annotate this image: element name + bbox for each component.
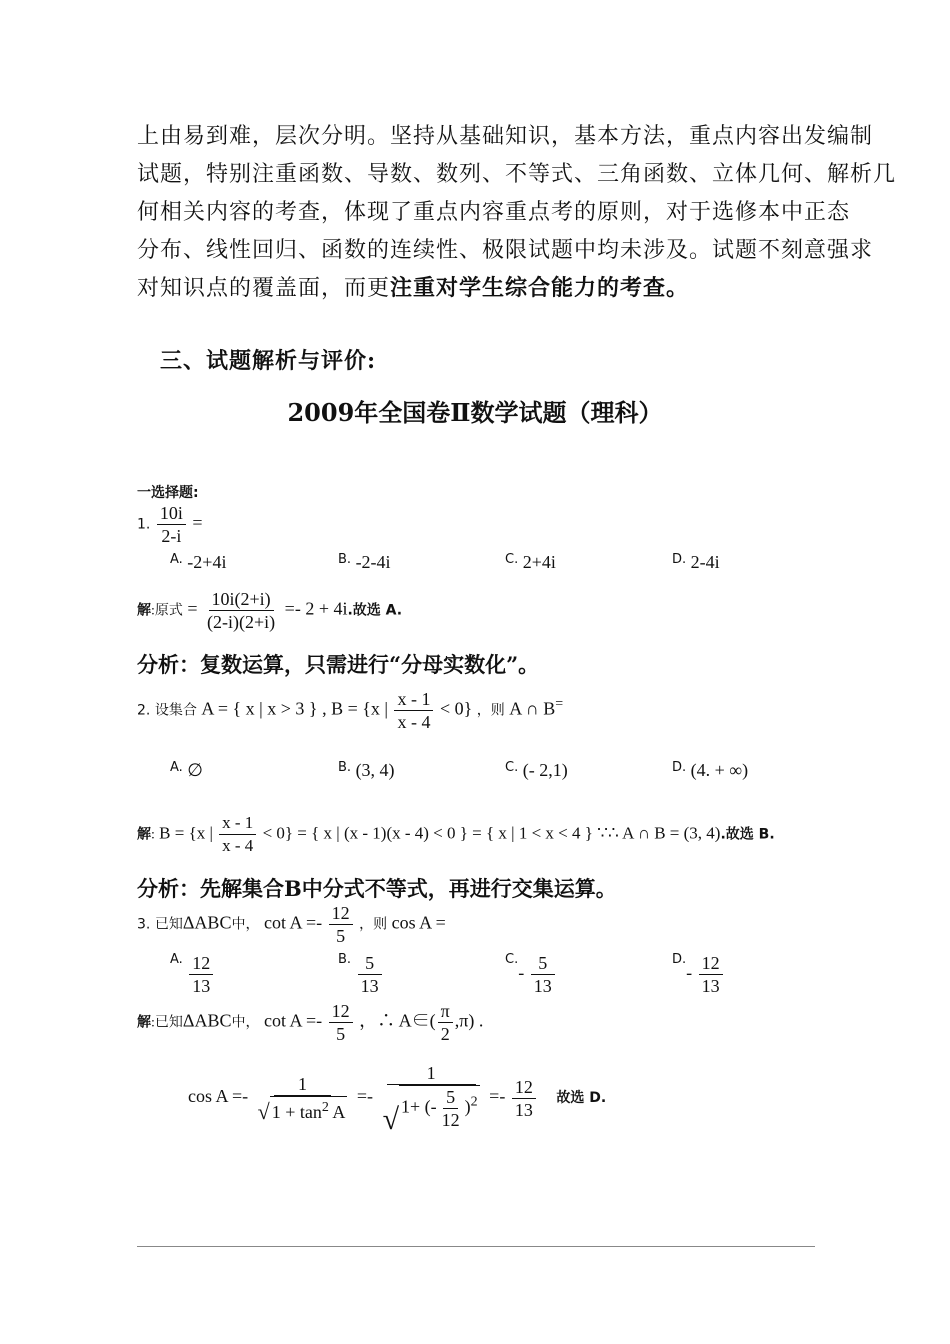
intro-line: 试题，特别注重函数、导数、数列、不等式、三角函数、立体几何、解析几 <box>137 162 897 187</box>
q3-option-c: $^{C.}$- $\frac{5}{13}$ <box>505 952 557 997</box>
intro-line: 何相关内容的考查，体现了重点内容重点考的原则，对于选修本中正态 <box>137 200 851 225</box>
q3-number: 3. <box>137 916 151 933</box>
q3-option-a: $^{A.}$ $\frac{12}{13}$ <box>170 952 215 997</box>
q3-option-b: $^{B.}$ $\frac{5}{13}$ <box>338 952 384 997</box>
q1-number: 1. <box>137 516 151 533</box>
q2-fraction: $\frac{x - 1}{x - 4}$ <box>394 688 433 733</box>
intro-line-last <box>137 270 689 307</box>
intro-line: 上由易到难，层次分明。坚持从基础知识，基本方法，重点内容出发编制 <box>137 124 874 149</box>
solution-label: 解 <box>137 826 151 843</box>
q2-analysis: 分析：先解集合B中分式不等式，再进行交集运算。 <box>137 876 617 901</box>
footer-divider <box>137 1246 815 1247</box>
q3-frac-2: 1 √ 1+ (- $\frac{5}{12}$ )$^2$ <box>382 1063 478 1136</box>
solution-label: 解 <box>137 602 151 619</box>
q2-option-c: $^{C.}$ (- 2,1) <box>505 760 568 780</box>
q1-solution: 解:原式 = $\frac{10i(2+i)}{(2-i)(2+i)}$ =- 2 + 4i.故选 A. <box>137 589 403 632</box>
q2-sol-fraction: $\frac{x - 1}{x - 4}$ <box>219 812 256 857</box>
q2-solution: 解: B = {x | $\frac{x - 1}{x - 4}$ < 0} = { x | (x - 1)(x - 4) < 0 } = { x | 1 < x < 4 } ∵∴ A ∩ B = (3, 4).故选 B. <box>137 813 775 855</box>
q2-option-a: $^{A.}$ ∅ <box>170 760 203 780</box>
intro-paragraph <box>137 118 897 308</box>
q1-frac-den: 2-i <box>161 526 182 546</box>
q1-fraction <box>157 502 186 547</box>
exam-title: 2009年全国卷Ⅱ数学试题（理科） <box>287 398 663 427</box>
q1-option-d: $^{D.}$ 2-4i <box>672 552 720 572</box>
q3-stem: 3. 已知ΔABC中， cot A =- $\frac{12}{5}$ ，则 cos A = <box>137 903 446 946</box>
q1-option-a: $^{A.}$ -2+4i <box>170 552 227 572</box>
q2-option-b: $^{B.}$ (3, 4) <box>338 760 395 780</box>
q1-stem <box>137 502 203 547</box>
q3-solution-line2: cos A =- 1 √ $1 + \tan^2 A$ =- 1 √ 1+ (- $\frac{5}{12}$ )$^2$ =- $\frac{12}{13}$ 故选 D. <box>188 1063 607 1136</box>
q2-number: 2. <box>137 702 151 719</box>
q1-frac-num: 10i <box>157 502 186 525</box>
q3-frac-1: 1 √ $1 + \tan^2 A$ <box>257 1073 346 1124</box>
q3-cot-fraction: $\frac{12}{5}$ <box>329 902 353 947</box>
q1-eq: = <box>192 512 203 533</box>
solution-label: 解 <box>137 1014 151 1031</box>
intro-line: 分布、线性回归、函数的连续性、极限试题中均未涉及。试题不刻意强求 <box>137 238 874 263</box>
q3-option-d: $^{D.}$- $\frac{12}{13}$ <box>672 952 725 997</box>
q1-sol-fraction: $\frac{10i(2+i)}{(2-i)(2+i)}$ <box>207 589 276 632</box>
intro-last-bold: 注重对学生综合能力的考查。 <box>390 275 690 301</box>
q2-option-d: $^{D.}$ (4. + ∞) <box>672 760 749 780</box>
q2-stem: 2. 设集合 A = { x | x > 3 } , B = {x | $\frac{x - 1}{x - 4}$ < 0} ，则 A ∩ B= <box>137 689 564 732</box>
section-heading: 三、试题解析与评价: <box>160 348 377 374</box>
q3-solution-line1: 解:已知ΔABC中， cot A =- $\frac{12}{5}$ ，∴ A∈( $\frac{\pi}{2}$ ,π) . <box>137 1001 484 1044</box>
part-label: 一选择题: <box>137 485 199 501</box>
q1-option-c: $^{C.}$ 2+4i <box>505 552 556 572</box>
q3-result-fraction: $\frac{12}{13}$ <box>512 1076 536 1121</box>
intro-last-plain: 对知识点的覆盖面，而更 <box>137 276 391 301</box>
q1-option-b: $^{B.}$ -2-4i <box>338 552 391 572</box>
q1-analysis: 分析：复数运算，只需进行“分母实数化”。 <box>137 652 540 677</box>
